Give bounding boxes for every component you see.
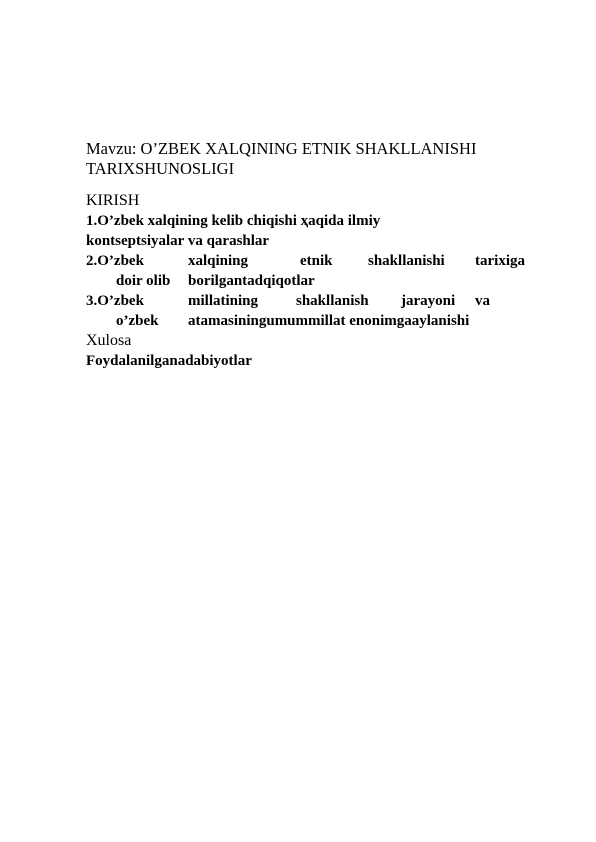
item3-word-7: atamasiningumummillat enonimgaaylanishi	[188, 313, 470, 329]
references-heading: Foydalanilganadabiyotlar	[86, 353, 252, 369]
item3-word-5: va	[475, 293, 490, 309]
item3-word-3: shakllanish	[296, 293, 369, 309]
item3-word-6: o’zbek	[116, 313, 159, 329]
intro-heading: KIRISH	[86, 192, 140, 209]
item2-word-4: shakllanishi	[368, 253, 445, 269]
conclusion-heading: Xulosa	[86, 332, 132, 349]
title-line-1: Mavzu: O’ZBEK XALQINING ETNIK SHAKLLANISHI	[86, 139, 477, 158]
item3-word-2: millatining	[188, 293, 259, 309]
item2-word-1: 2.O’zbek	[86, 253, 144, 269]
title-line-2: TARIXSHUNOSLIGI	[86, 159, 235, 178]
item2-word-2: xalqining	[188, 253, 249, 269]
item1-line-1: 1.O’zbek xalqining kelib chiqishi ҳaqida ilmiy	[86, 213, 381, 229]
item1-line-2: kontseptsiyalar va qarashlar	[86, 233, 270, 249]
item2-word-3: etnik	[300, 253, 333, 269]
item2-word-6: doir olib	[116, 273, 171, 289]
item3-word-4: jarayoni	[401, 293, 456, 309]
item2-word-7: borilgantadqiqotlar	[188, 273, 315, 289]
item2-word-5: tarixiga	[475, 253, 525, 269]
item3-word-1: 3.O’zbek	[86, 293, 144, 309]
